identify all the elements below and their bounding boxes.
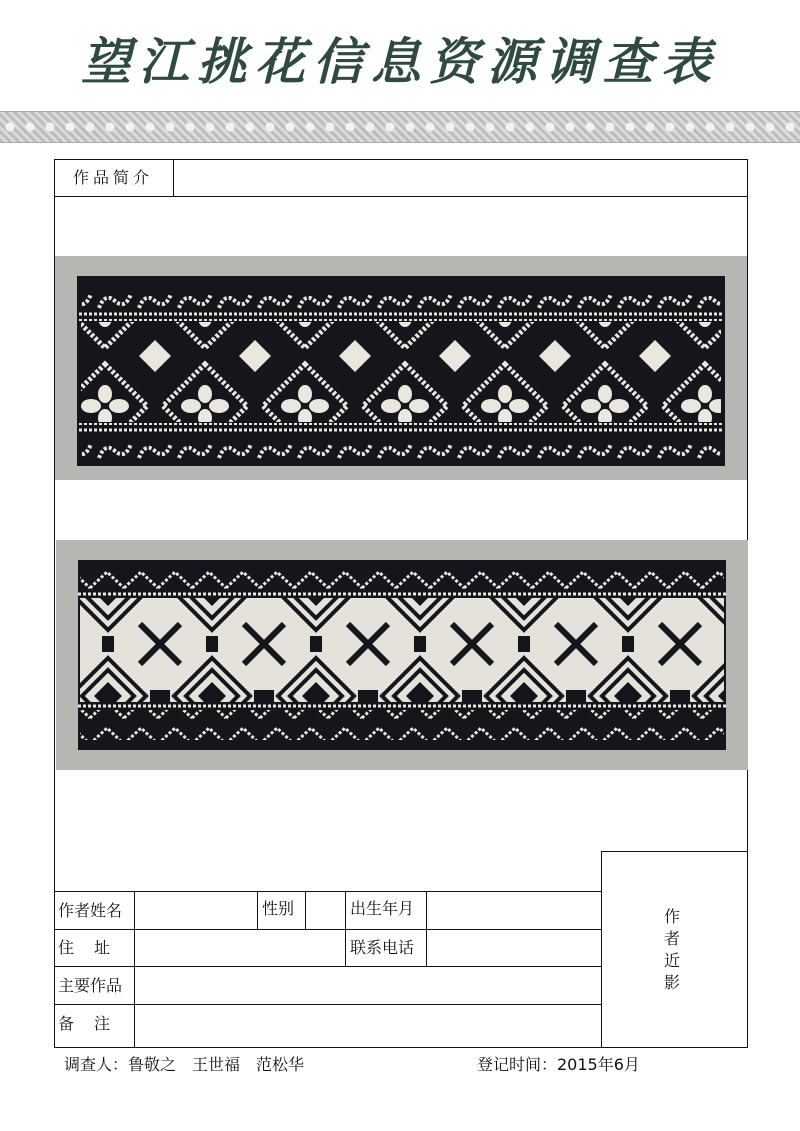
- table-rule: [305, 891, 306, 929]
- author-name-label: 作者姓名: [58, 901, 123, 920]
- investigator-line: 调查人：鲁敬之 王世福 范松华: [64, 1055, 305, 1074]
- table-rule: [54, 1004, 601, 1005]
- table-rule: [345, 891, 346, 966]
- table-rule: [257, 891, 258, 929]
- table-rule: [426, 891, 427, 966]
- table-rule: [134, 891, 135, 1048]
- phone-label: 联系电话: [350, 938, 415, 957]
- birth-label: 出生年月: [350, 899, 415, 918]
- table-rule: [54, 891, 601, 892]
- table-rule: [54, 196, 748, 197]
- embroidery-pattern-2: [56, 540, 748, 770]
- decorative-lace-band: [0, 111, 800, 143]
- table-rule: [54, 966, 601, 967]
- works-label: 主要作品: [58, 976, 123, 995]
- table-rule: [173, 159, 174, 196]
- embroidery-photo-1: [55, 256, 747, 480]
- photo-label: 作者近影: [663, 907, 680, 992]
- table-rule: [54, 929, 601, 930]
- page-title: 望江挑花信息资源调查表: [81, 32, 719, 91]
- address-label: 住 址: [58, 938, 113, 957]
- embroidery-pattern-1: [55, 256, 747, 480]
- register-time: 登记时间：2015年6月: [477, 1055, 640, 1074]
- intro-label: 作品简介: [73, 168, 154, 187]
- gender-label: 性别: [262, 899, 295, 918]
- note-label: 备 注: [58, 1014, 113, 1033]
- embroidery-photo-2: [56, 540, 748, 770]
